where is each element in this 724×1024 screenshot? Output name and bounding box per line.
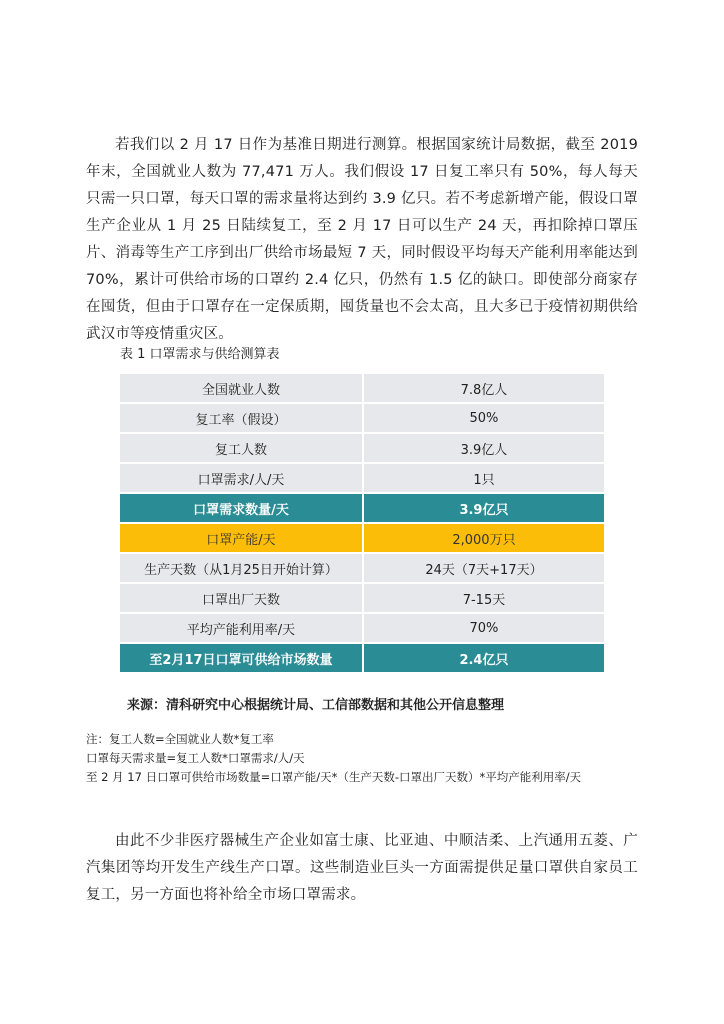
table-row (120, 404, 604, 432)
formula-notes (86, 730, 581, 787)
table-row (120, 434, 604, 462)
table-source-note: 来源：清科研究中心根据统计局、工信部数据和其他公开信息整理 (127, 698, 505, 713)
row-value: 70% (362, 614, 604, 642)
row-label: 平均产能利用率/天 (120, 614, 362, 642)
table-row (120, 374, 604, 402)
row-value: 7.8亿人 (362, 374, 604, 402)
table-row-highlight (120, 644, 604, 672)
table-caption: 表 1 口罩需求与供给测算表 (120, 347, 280, 362)
table-row-highlight (120, 524, 604, 552)
table-row (120, 584, 604, 612)
table-row (120, 614, 604, 642)
row-value: 3.9亿人 (362, 434, 604, 462)
row-value: 50% (362, 404, 604, 432)
row-label: 口罩需求/人/天 (120, 464, 362, 492)
note-line: 口罩每天需求量=复工人数*口罩需求/人/天 (86, 751, 305, 765)
row-value: 2,000万只 (362, 524, 604, 552)
body-paragraph: 若我们以 2 月 17 日作为基准日期进行测算。根据国家统计局数据，截至 2019 年末，全国就业人数为 77,471 万人。我们假设 17 日复工率只有 50%，每人每天只需一只口罩，每天口罩的需求量将达到约 3.9 亿只。若不考虑新增产能，假设口罩生产企业从 1 月 25 日陆续复工，至 2 月 17 日可以生产 24 天，再扣除掉口罩压片、消毒等生产工序到出厂供给市场最短 7 天，同时假设平均每天产能利用率能达到 70%，累计可供给市场的口罩约 2.4 亿只，仍然有 1.5 亿的缺口。即使部分商家存在囤货，但由于口罩存在一定保质期，囤货量也不会太高，且大多已于疫情初期供给武汉市等疫情重灾区。 (86, 137, 638, 342)
row-label: 全国就业人数 (120, 374, 362, 402)
table-row (120, 554, 604, 582)
note-line: 至 2 月 17 日口罩可供给市场数量=口罩产能/天*（生产天数-口罩出厂天数）*平均产能利用率/天 (86, 770, 582, 784)
row-value: 3.9亿只 (362, 494, 604, 522)
row-label: 口罩产能/天 (120, 524, 362, 552)
row-label: 生产天数（从1月25日开始计算） (120, 554, 362, 582)
row-label: 复工率（假设） (120, 404, 362, 432)
row-value: 1只 (362, 464, 604, 492)
row-label: 复工人数 (120, 434, 362, 462)
note-line: 注：复工人数=全国就业人数*复工率 (86, 732, 274, 746)
body-paragraph: 由此不少非医疗器械生产企业如富士康、比亚迪、中顺洁柔、上汽通用五菱、广汽集团等均开发生产线生产口罩。这些制造业巨头一方面需提供足量口罩供自家员工复工，另一方面也将补给全市场口罩需求。 (86, 833, 638, 903)
table-row (120, 464, 604, 492)
row-label: 至2月17日口罩可供给市场数量 (120, 644, 362, 672)
mask-supply-demand-table (120, 372, 604, 674)
row-value: 7-15天 (362, 584, 604, 612)
table-row-highlight (120, 494, 604, 522)
row-value: 2.4亿只 (362, 644, 604, 672)
row-label: 口罩需求数量/天 (120, 494, 362, 522)
row-label: 口罩出厂天数 (120, 584, 362, 612)
row-value: 24天（7天+17天） (362, 554, 604, 582)
